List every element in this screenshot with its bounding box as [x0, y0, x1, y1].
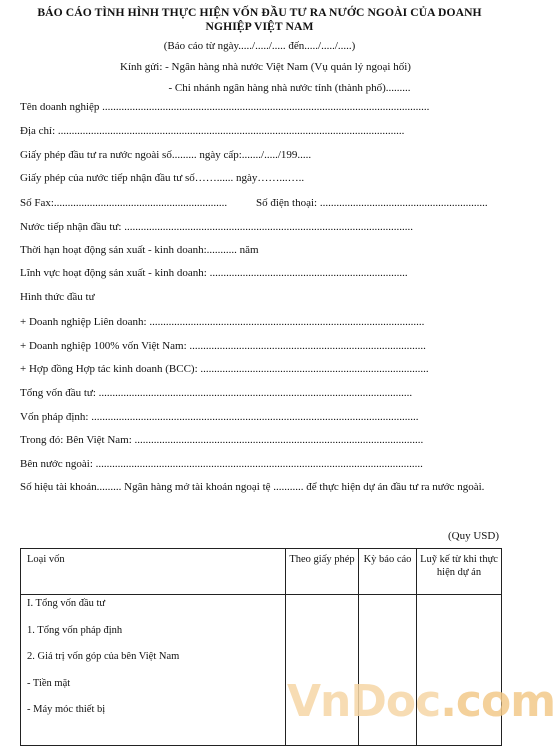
addressee-line-2: - Chi nhánh ngân hàng nhà nước tỉnh (thành phố).........	[168, 82, 411, 94]
total-investment-field: Tổng vốn đầu tư: ..................................................................................................................	[20, 387, 413, 399]
foreign-license-field: Giấy phép của nước tiếp nhận đầu tư số……...... ngày……...…..	[20, 172, 305, 184]
currency-unit-note: (Quy USD)	[447, 530, 499, 542]
addressee-line-1: Kính gửi: - Ngân hàng nhà nước Việt Nam (Vụ quản lý ngoại hối)	[120, 61, 411, 73]
duration-field: Thời hạn hoạt động sản xuất - kinh doanh:........... năm	[20, 244, 259, 256]
vn-party-field: Trong đó: Bên Việt Nam: .........................................................................................................	[20, 434, 424, 446]
vn-owned-field: + Doanh nghiệp 100% vốn Việt Nam: ......................................................................................	[20, 340, 426, 352]
domestic-license-field: Giấy phép đầu tư ra nước ngoài số......... ngày cấp:......./...../199.....	[20, 149, 312, 161]
phone-field: Số điện thoại: .............................................................	[256, 197, 488, 209]
table-row-cash: - Tiền mặt	[27, 677, 71, 689]
watermark-domain: .com	[440, 676, 555, 727]
joint-venture-field: + Doanh nghiệp Liên doanh: ....................................................................................................	[20, 316, 425, 328]
capital-type-cell	[21, 595, 286, 746]
vndoc-watermark-logo	[287, 676, 555, 728]
table-row-legal-capital: 1. Tổng vốn pháp định	[27, 624, 123, 636]
legal-capital-field: Vốn pháp định: .......................................................................................................................	[20, 411, 419, 423]
investment-form-heading: Hình thức đầu tư	[20, 291, 95, 303]
bcc-field: + Hợp đồng Hợp tác kinh doanh (BCC): ...................................................................................	[20, 363, 429, 375]
host-country-field: Nước tiếp nhận đầu tư: .........................................................................................................	[20, 221, 413, 233]
table-row-vn-contribution: 2. Giá trị vốn góp của bên Việt Nam	[27, 651, 180, 662]
company-name-field: Tên doanh nghiệp .......................................................................................................................	[20, 101, 430, 113]
table-header-row	[21, 549, 502, 595]
report-period: (Báo cáo từ ngày...../...../..... đến...../...../.....)	[163, 40, 356, 52]
report-title	[20, 6, 499, 33]
title-line-2: NGHIỆP VIỆT NAM	[205, 19, 314, 33]
header-reporting-period: Kỳ báo cáo	[359, 549, 417, 595]
header-capital-type: Loại vốn	[21, 549, 286, 595]
title-line-1: BÁO CÁO TÌNH HÌNH THỰC HIỆN VỐN ĐẦU TƯ RA NƯỚC NGOÀI CỦA DOANH	[37, 6, 482, 19]
table-row-total-investment: I. Tổng vốn đầu tư	[27, 598, 106, 609]
foreign-party-field: Bên nước ngoài: .......................................................................................................................	[20, 458, 423, 470]
header-cumulative: Luỹ kế từ khi thực hiện dự án	[417, 549, 502, 595]
address-field: Địa chỉ: ..............................................................................................................................	[20, 125, 405, 137]
table-row-machinery: - Máy móc thiết bị	[27, 704, 106, 715]
header-per-license: Theo giấy phép	[286, 549, 359, 595]
watermark-text: VnDoc	[287, 676, 441, 727]
fax-field: Số Fax:...............................................................	[20, 197, 228, 209]
business-field: Lĩnh vực hoạt động sản xuất - kinh doanh: ........................................................................	[20, 267, 408, 279]
account-field: Số hiệu tài khoản......... Ngân hàng mở tài khoản ngoại tệ ........... để thực hiện dự án đầu tư ra nước ngoài.	[20, 481, 485, 493]
